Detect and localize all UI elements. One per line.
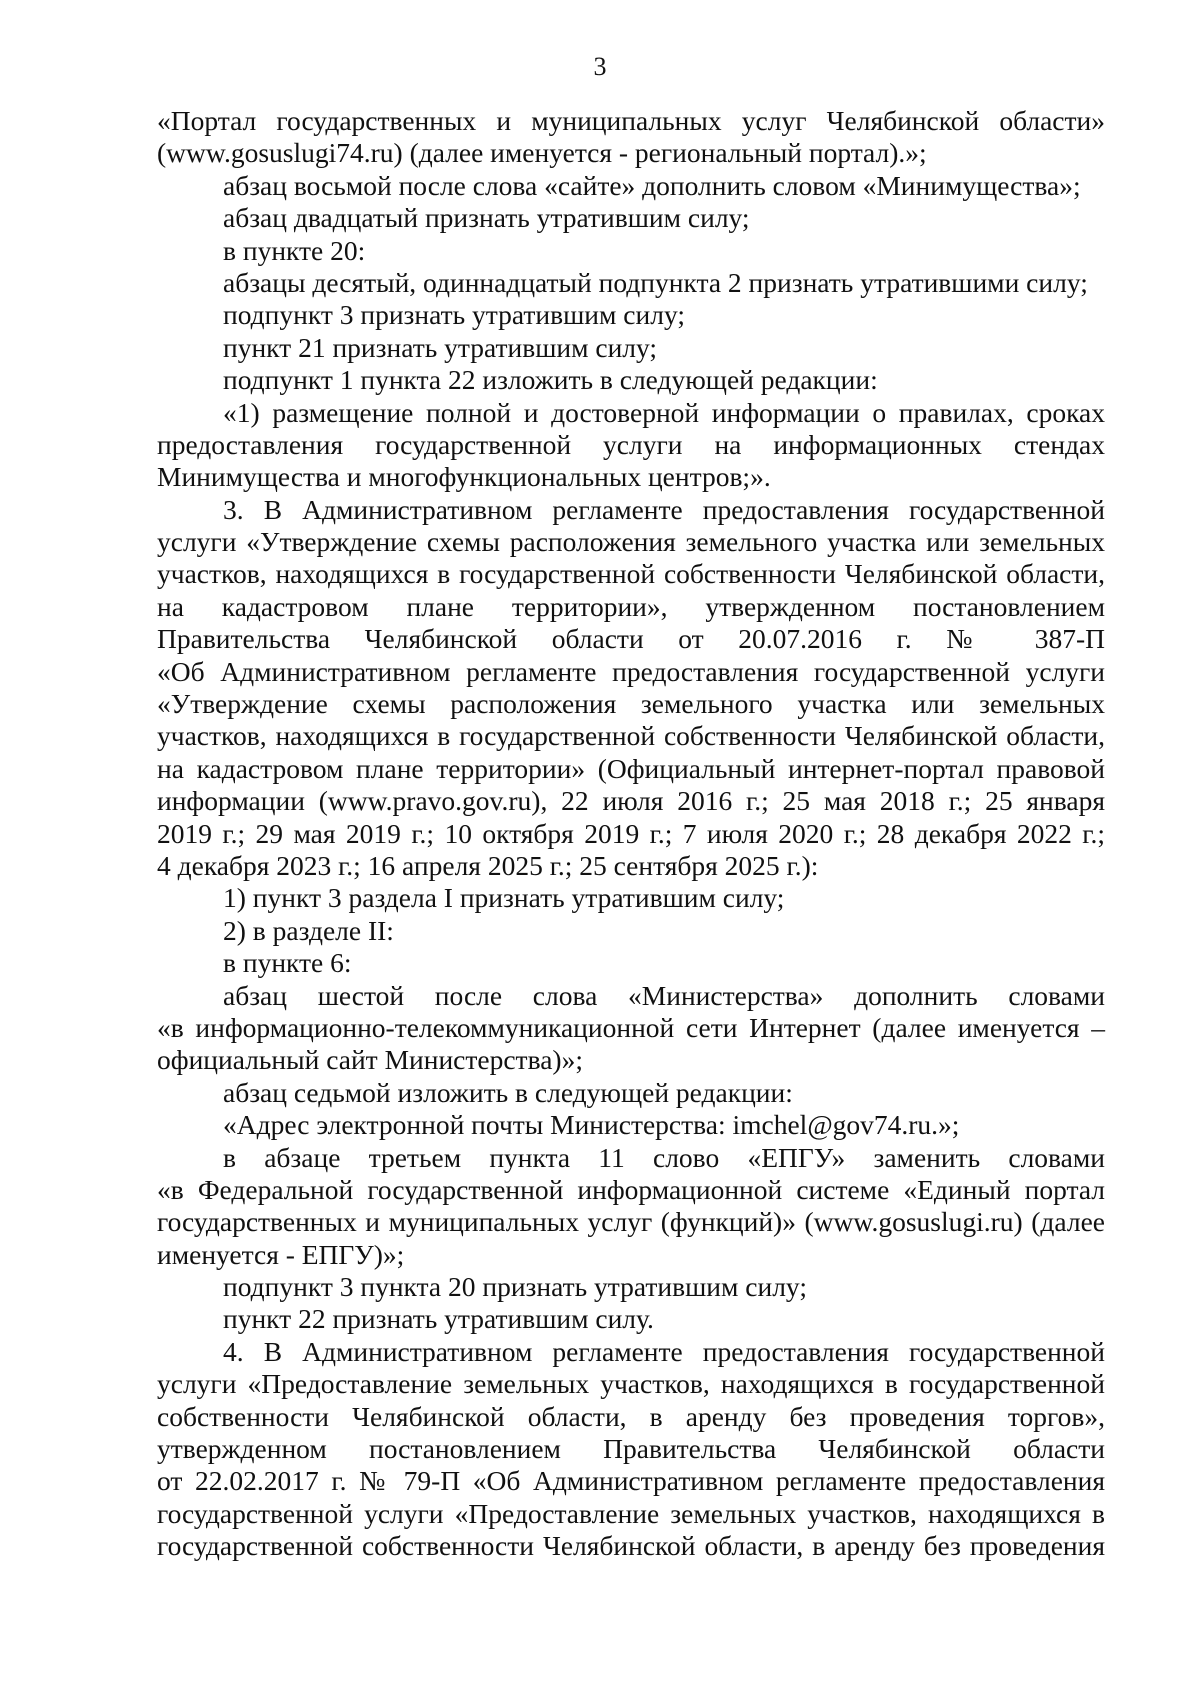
- text-line: в пункте 20:: [223, 234, 366, 266]
- text-line: подпункт 3 пункта 20 признать утратившим силу;: [223, 1271, 807, 1303]
- text-line: именуется - ЕПГУ)»;: [157, 1238, 405, 1270]
- text-line: абзац шестой после слова «Министерства» дополнить словами: [223, 979, 1105, 1011]
- text-line: «Утверждение схемы расположения земельного участка или земельных: [157, 688, 1105, 720]
- text-line: 1) пункт 3 раздела I признать утратившим силу;: [223, 882, 785, 914]
- text-line: абзацы десятый, одиннадцатый подпункта 2 признать утратившими силу;: [223, 266, 1088, 298]
- text-line: «в Федеральной государственной информационной системе «Единый портал: [157, 1173, 1105, 1205]
- text-line: на кадастровом плане территории», утвержденном постановлением: [157, 590, 1105, 622]
- text-line: «Адрес электронной почты Министерства: imchel@gov74.ru.»;: [223, 1109, 960, 1141]
- document-body: [157, 105, 1105, 1563]
- text-line: «1) размещение полной и достоверной информации о правилах, сроках: [223, 396, 1105, 428]
- text-line: в пункте 6:: [223, 947, 352, 979]
- text-line: на кадастровом плане территории» (Официальный интернет-портал правовой: [157, 752, 1105, 784]
- text-line: утвержденном постановлением Правительства Челябинской области: [157, 1433, 1105, 1465]
- text-line: подпункт 3 признать утратившим силу;: [223, 299, 685, 331]
- text-line: пункт 21 признать утратившим силу;: [223, 331, 658, 363]
- text-line: (www.gosuslugi74.ru) (далее именуется - региональный портал).»;: [157, 137, 927, 169]
- text-line: подпункт 1 пункта 22 изложить в следующей редакции:: [223, 364, 878, 396]
- text-line: абзац восьмой после слова «сайте» дополнить словом «Минимущества»;: [223, 169, 1081, 201]
- text-line: государственной услуги «Предоставление земельных участков, находящихся в: [157, 1497, 1105, 1529]
- text-line: от 22.02.2017 г. № 79-П «Об Административном регламенте предоставления: [157, 1465, 1105, 1497]
- text-line: собственности Челябинской области, в аренду без проведения торгов»,: [157, 1400, 1105, 1432]
- text-line: пункт 22 признать утратившим силу.: [223, 1303, 654, 1335]
- text-line: Минимущества и многофункциональных центров;».: [157, 461, 771, 493]
- text-line: информации (www.pravo.gov.ru), 22 июля 2016 г.; 25 мая 2018 г.; 25 января: [157, 785, 1105, 817]
- text-line: государственных и муниципальных услуг (функций)» (www.gosuslugi.ru) (далее: [157, 1206, 1105, 1238]
- text-line: 3. В Административном регламенте предоставления государственной: [223, 493, 1105, 525]
- text-line: 2019 г.; 29 мая 2019 г.; 10 октября 2019 г.; 7 июля 2020 г.; 28 декабря 2022 г.;: [157, 817, 1105, 849]
- text-line: предоставления государственной услуги на информационных стендах: [157, 428, 1105, 460]
- text-line: 4 декабря 2023 г.; 16 апреля 2025 г.; 25 сентября 2025 г.):: [157, 849, 819, 881]
- text-line: «Портал государственных и муниципальных услуг Челябинской области»: [157, 105, 1105, 136]
- text-line: официальный сайт Министерства)»;: [157, 1044, 583, 1076]
- text-line: услуги «Предоставление земельных участков, находящихся в государственной: [157, 1368, 1105, 1400]
- text-line: «Об Административном регламенте предоставления государственной услуги: [157, 655, 1105, 687]
- text-line: абзац двадцатый признать утратившим силу;: [223, 202, 750, 234]
- text-line: 4. В Административном регламенте предоставления государственной: [223, 1335, 1105, 1367]
- text-line: абзац седьмой изложить в следующей редакции:: [223, 1076, 793, 1108]
- text-line: 2) в разделе II:: [223, 914, 394, 946]
- text-line: Правительства Челябинской области от 20.07.2016 г. № 387-П: [157, 623, 1105, 655]
- text-line: участков, находящихся в государственной собственности Челябинской области,: [157, 720, 1105, 752]
- page-number: 3: [593, 52, 607, 81]
- text-line: государственной собственности Челябинской области, в аренду без проведения: [157, 1530, 1105, 1562]
- text-line: участков, находящихся в государственной собственности Челябинской области,: [157, 558, 1105, 590]
- text-line: в абзаце третьем пункта 11 слово «ЕПГУ» заменить словами: [223, 1141, 1105, 1173]
- text-line: «в информационно-телекоммуникационной сети Интернет (далее именуется –: [157, 1011, 1105, 1043]
- text-line: услуги «Утверждение схемы расположения земельного участка или земельных: [157, 526, 1105, 558]
